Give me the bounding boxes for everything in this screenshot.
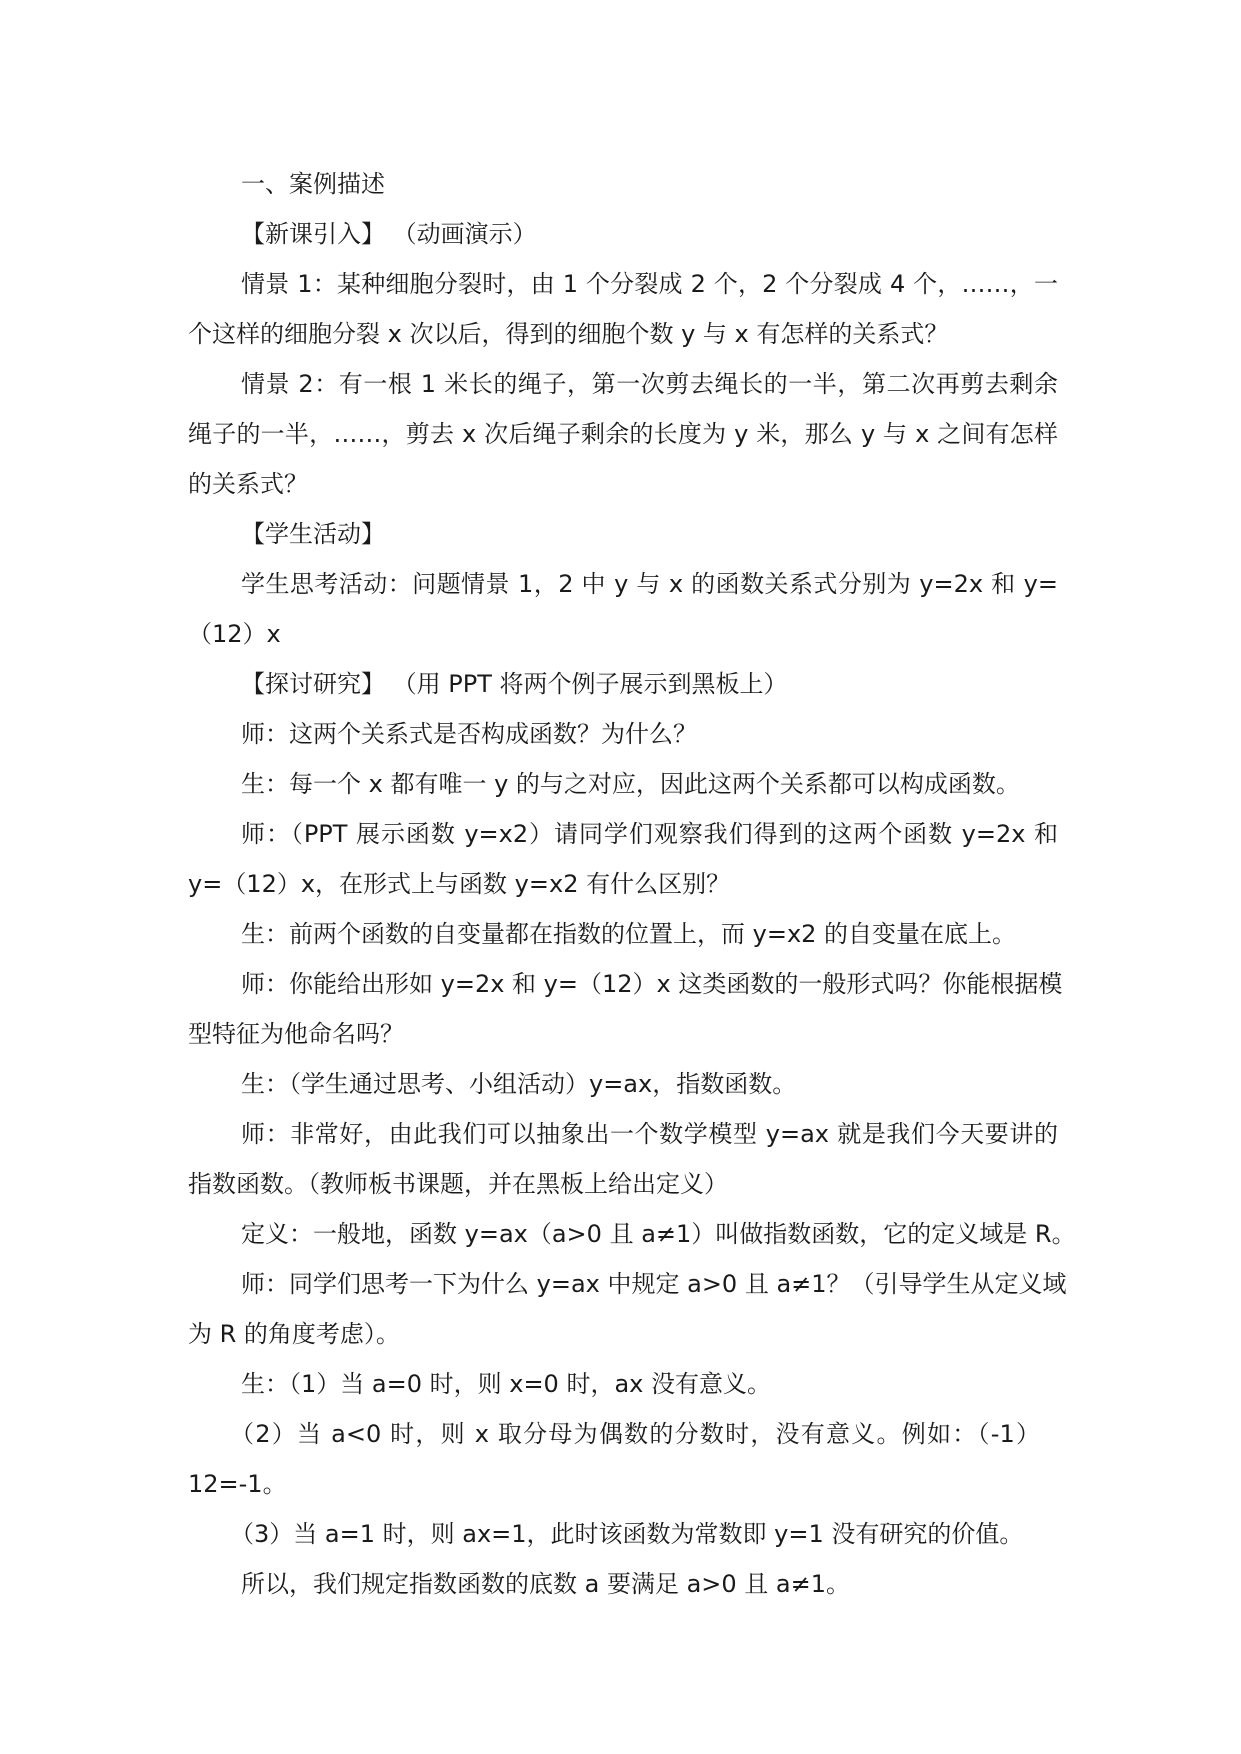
paragraph-line: 师：非常好，由此我们可以抽象出一个数学模型 y=ax 就是我们今天要讲的 xyxy=(241,1120,1058,1148)
paragraph-line: 生：前两个函数的自变量都在指数的位置上，而 y=x2 的自变量在底上。 xyxy=(241,920,1017,948)
paragraph-line: 生：（1）当 a=0 时，则 x=0 时，ax 没有意义。 xyxy=(241,1370,771,1398)
definition-line: 定义：一般地，函数 y=ax（a>0 且 a≠1）叫做指数函数，它的定义域是 R。 xyxy=(241,1220,1076,1248)
paragraph-line: 的关系式？ xyxy=(188,470,308,498)
paragraph-line: 所以，我们规定指数函数的底数 a 要满足 a>0 且 a≠1。 xyxy=(241,1570,851,1598)
paragraph-line: 指数函数。（教师板书课题，并在黑板上给出定义） xyxy=(188,1170,728,1198)
paragraph-line: 生：每一个 x 都有唯一 y 的与之对应，因此这两个关系都可以构成函数。 xyxy=(241,770,1020,798)
paragraph-line: 为 R 的角度考虑）。 xyxy=(188,1320,400,1348)
paragraph-line: 师：这两个关系式是否构成函数？为什么？ xyxy=(241,720,697,748)
paragraph-line: 学生思考活动：问题情景 1，2 中 y 与 x 的函数关系式分别为 y=2x 和 y= xyxy=(241,570,1058,598)
paragraph-line: 师：同学们思考一下为什么 y=ax 中规定 a>0 且 a≠1？（引导学生从定义域 xyxy=(241,1270,1067,1298)
paragraph-line: 型特征为他命名吗？ xyxy=(188,1020,404,1048)
paragraph-line: 个这样的细胞分裂 x 次以后，得到的细胞个数 y 与 x 有怎样的关系式？ xyxy=(188,320,949,348)
paragraph-line: 12=-1。 xyxy=(188,1470,287,1498)
paragraph-line: 师：你能给出形如 y=2x 和 y=（12）x 这类函数的一般形式吗？你能根据模 xyxy=(241,970,1063,998)
paragraph-line: 情景 1：某种细胞分裂时，由 1 个分裂成 2 个，2 个分裂成 4 个，……，一 xyxy=(241,270,1058,298)
section-heading: 一、案例描述 xyxy=(241,170,385,198)
section-intro-label: 【新课引入】 （动画演示） xyxy=(241,220,537,248)
paragraph-line: （2）当 a<0 时，则 x 取分母为偶数的分数时，没有意义。例如：（-1） xyxy=(230,1420,1040,1448)
paragraph-line: 绳子的一半，……，剪去 x 次后绳子剩余的长度为 y 米，那么 y 与 x 之间有怎样 xyxy=(188,420,1058,448)
section-discuss-label: 【探讨研究】 （用 PPT 将两个例子展示到黑板上） xyxy=(241,670,788,698)
section-activity-label: 【学生活动】 xyxy=(241,520,385,548)
paragraph-line: 情景 2：有一根 1 米长的绳子，第一次剪去绳长的一半，第二次再剪去剩余 xyxy=(241,370,1058,398)
paragraph-line: （3）当 a=1 时，则 ax=1，此时该函数为常数即 y=1 没有研究的价值。 xyxy=(230,1520,1024,1548)
paragraph-line: y=（12）x，在形式上与函数 y=x2 有什么区别？ xyxy=(188,870,731,898)
paragraph-line: 师：（PPT 展示函数 y=x2）请同学们观察我们得到的这两个函数 y=2x 和 xyxy=(241,820,1058,848)
paragraph-line: （12）x xyxy=(188,620,281,648)
paragraph-line: 生：（学生通过思考、小组活动）y=ax，指数函数。 xyxy=(241,1070,797,1098)
